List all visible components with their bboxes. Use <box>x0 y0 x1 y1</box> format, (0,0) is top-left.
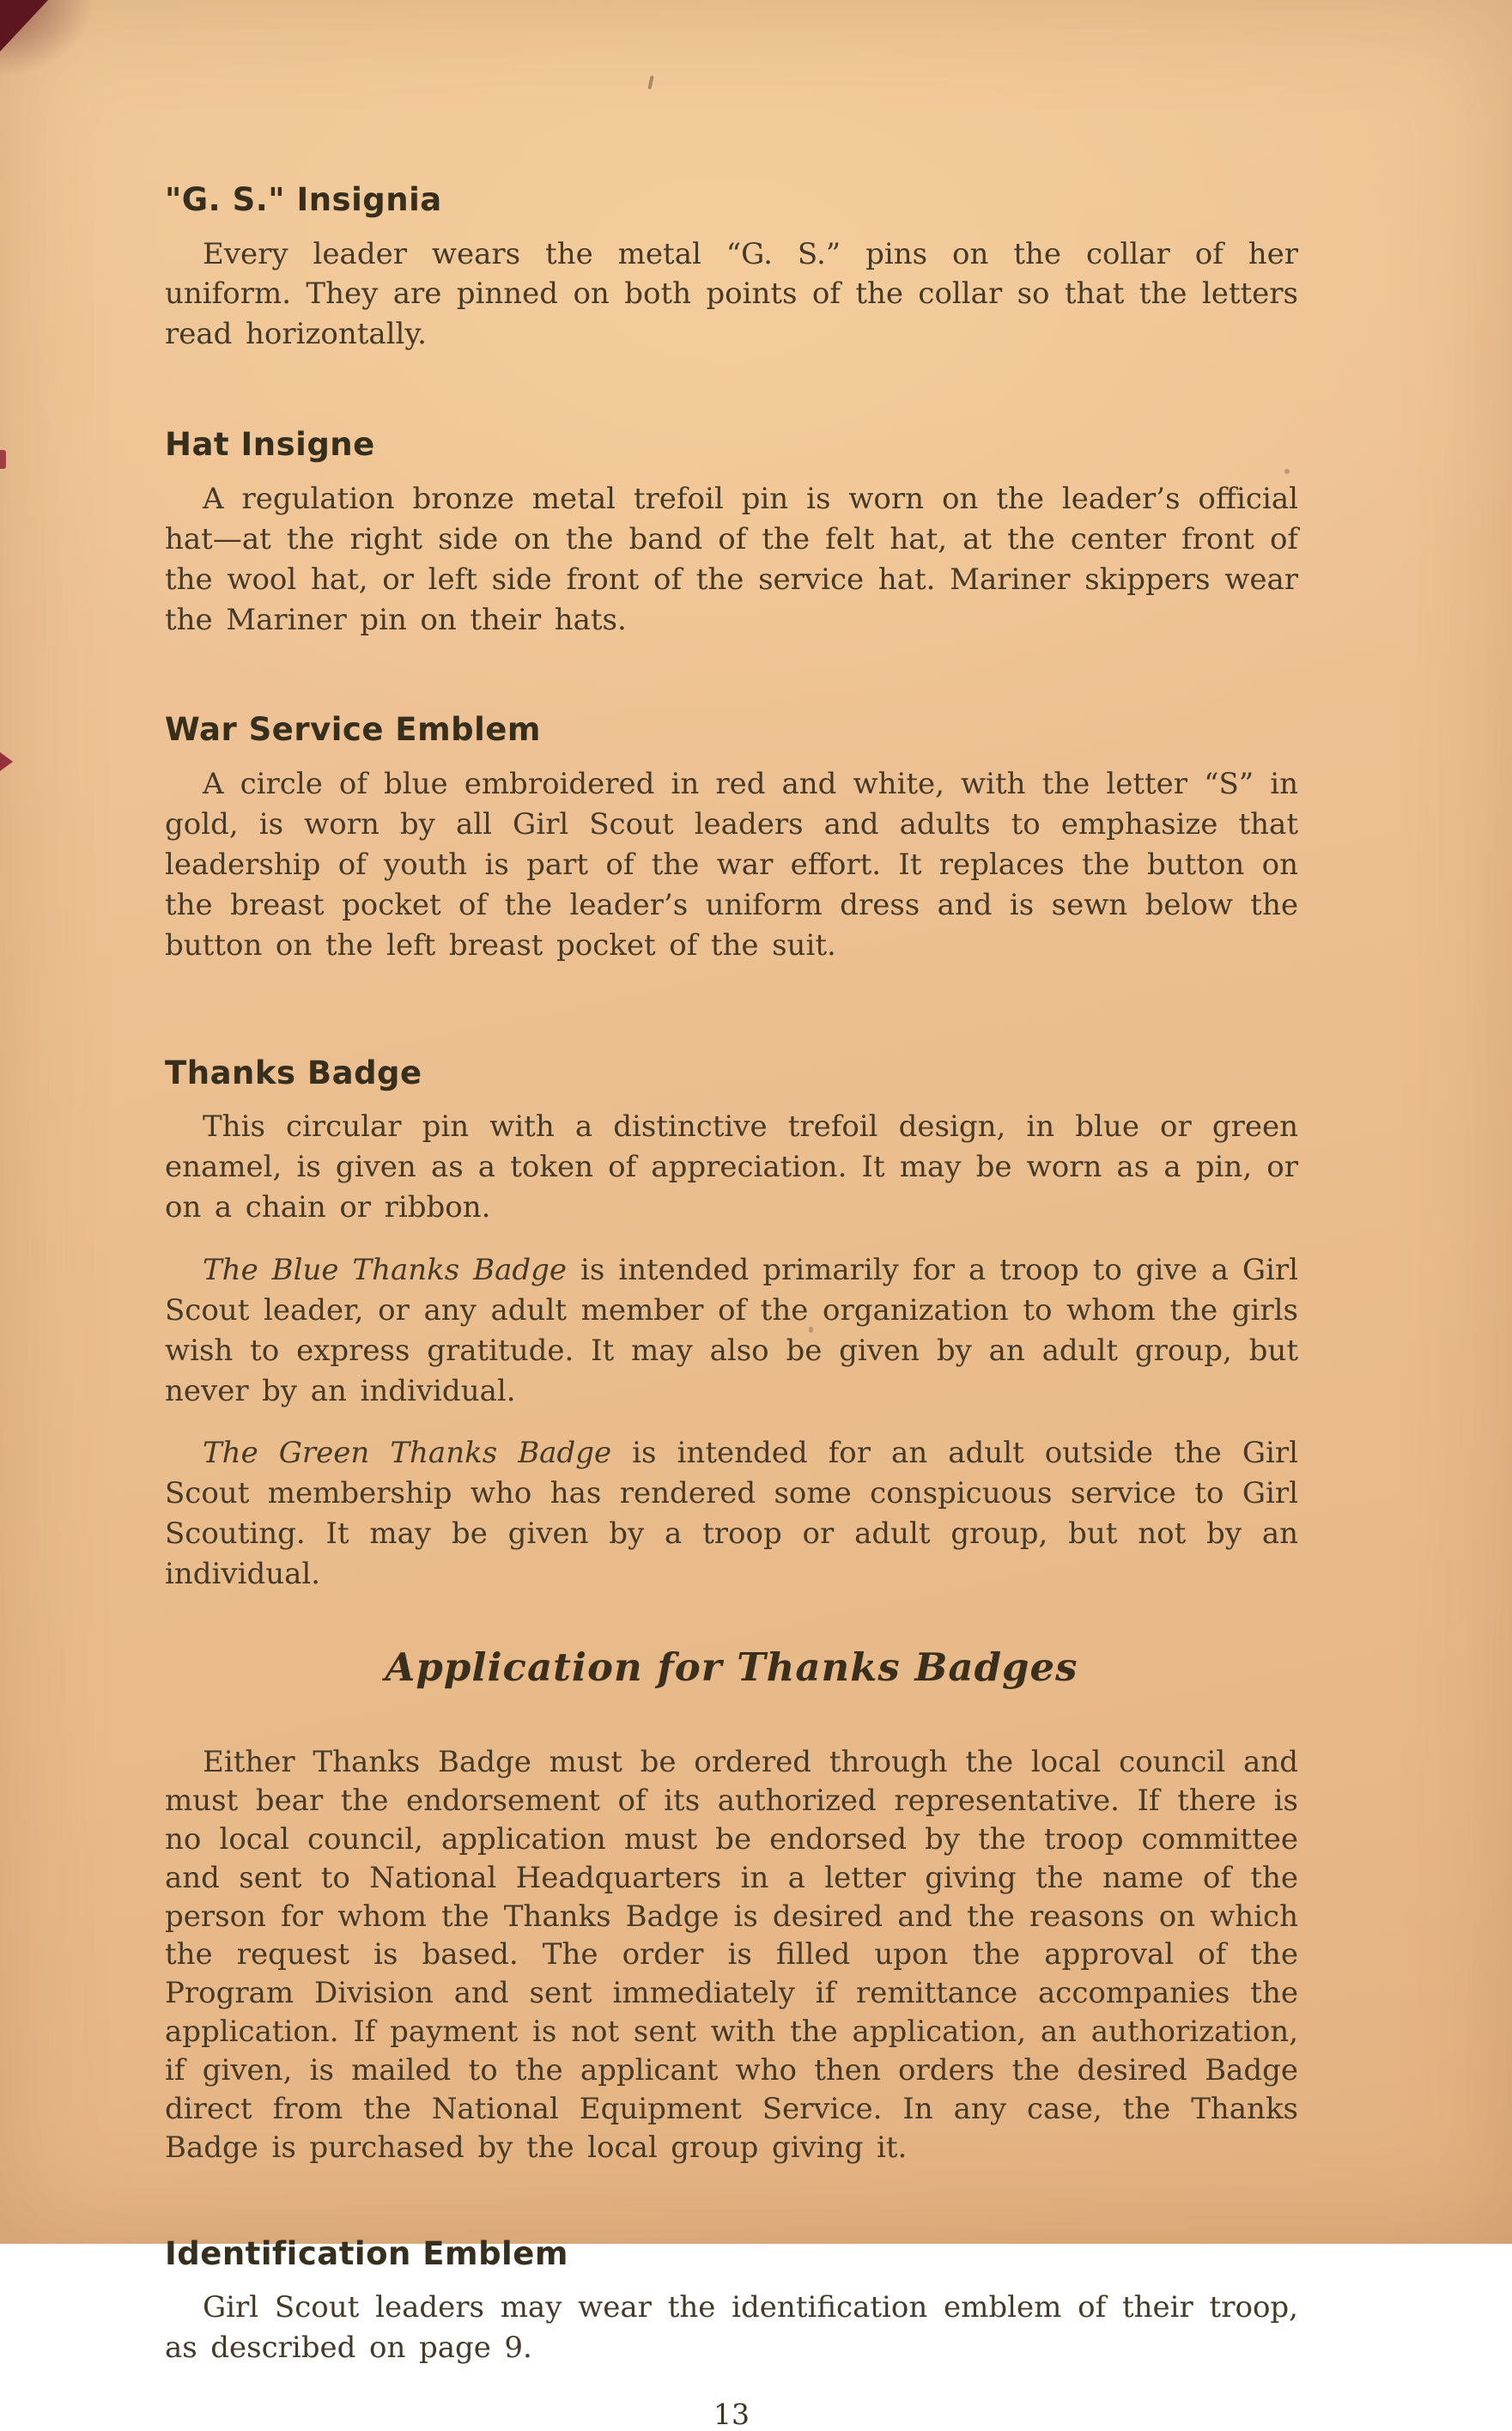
blue-thanks-badge-lead: The Blue Thanks Badge <box>203 1252 568 1287</box>
heading-war-service-emblem: War Service Emblem <box>165 711 541 749</box>
heading-application-for-thanks-badges: Application for Thanks Badges <box>385 1644 1078 1691</box>
scan-corner-mark <box>0 0 48 52</box>
scan-edge-mark <box>0 752 13 771</box>
paragraph-thanks-badge: This circular pin with a distinctive trefoil design, in blue or green enamel, is given as a token of appreciation. It may be worn as a pin, or on a chain or ribbon. <box>165 1109 1298 1225</box>
paragraph-war-service-emblem: A circle of blue embroidered in red and white, with the letter “S” in gold, is worn by all Girl Scout leaders and adults to emphasize that leadership of youth is part of the war effort. It replaces the button on the breast pocket of the leader’s uniform dress and is sewn below the button on the left breast pocket of the suit. <box>165 766 1298 963</box>
heading-hat-insigne: Hat Insigne <box>165 426 375 464</box>
green-thanks-badge-text: is intended for an adult outside the Girl Scout membership who has rendered some conspicuous service to Girl Scouting. It may be given by a troop or adult group, but not by an individual. <box>165 1436 1298 1592</box>
paragraph-application: Either Thanks Badge must be ordered through the local council and must bear the endorsement of its authorized representative. If there is no local council, application must be endorsed by the troop committee and sent to National Headquarters in a letter giving the name of the person for whom the Thanks Badge is desired and the reasons on which the request is based. The order is filled upon the approval of the Program Division and sent immediately if remittance accompanies the application. If payment is not sent with the application, an authorization, if given, is mailed to the applicant who then orders the desired Badge direct from the National Equipment Service. In any case, the Thanks Badge is purchased by the local group giving it. <box>165 1745 1298 2165</box>
paragraph-gs-insignia: Every leader wears the metal “G. S.” pins on the collar of her uniform. They are pinned on both points of the collar so that the letters read horizontally. <box>165 236 1298 352</box>
paragraph-identification-emblem: Girl Scout leaders may wear the identification emblem of their troop, as described on page 9. <box>165 2290 1298 2366</box>
page-number: 13 <box>713 2398 750 2431</box>
heading-thanks-badge: Thanks Badge <box>165 1054 422 1091</box>
paragraph-green-thanks-badge <box>165 1433 1298 1595</box>
paragraph-blue-thanks-badge <box>165 1250 1298 1412</box>
heading-identification-emblem: Identification Emblem <box>165 2234 568 2272</box>
green-thanks-badge-lead: The Green Thanks Badge <box>203 1436 612 1471</box>
scan-edge-mark <box>0 450 6 469</box>
paragraph-hat-insigne: A regulation bronze metal trefoil pin is worn on the leader’s official hat—at the right side on the band of the felt hat, at the center front of the wool hat, or left side front of the service hat. Mariner skippers wear the Mariner pin on their hats. <box>165 481 1298 637</box>
heading-gs-insignia: "G. S." Insignia <box>165 181 442 218</box>
scan-speck <box>647 76 653 89</box>
page-content <box>165 182 1298 2431</box>
blue-thanks-badge-text: is intended primarily for a troop to give a Girl Scout leader, or any adult member of the organization to whom the girls wish to express gratitude. It may also be given by an adult group, but never by an individual. <box>165 1252 1298 1408</box>
